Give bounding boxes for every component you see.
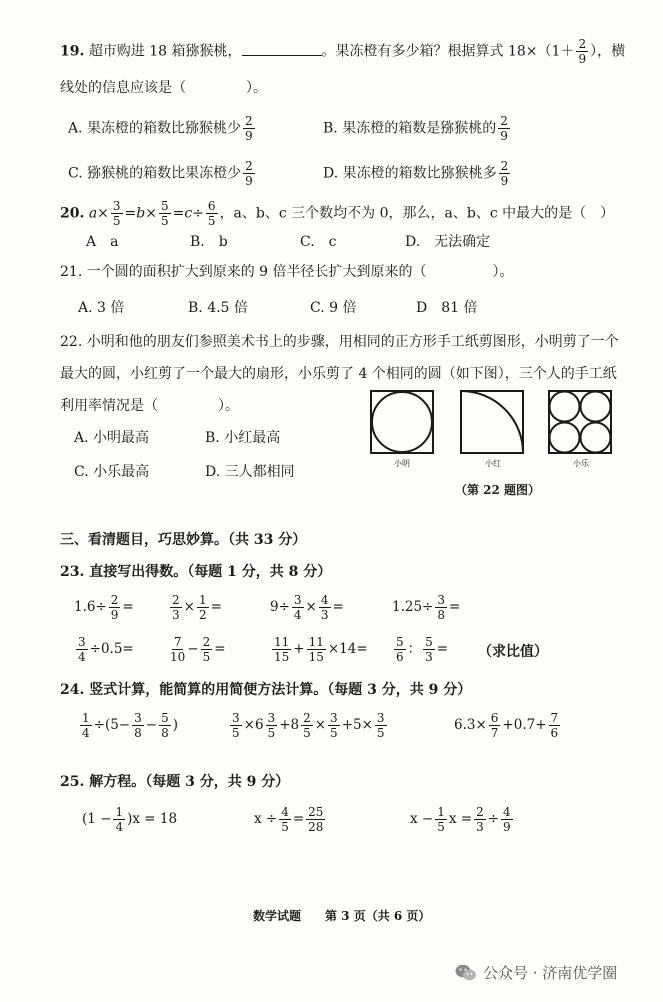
q23-expr-7: $\frac{11}{15}$ + $\frac{11}{15}$ ×14= bbox=[274, 635, 368, 664]
q23-expr-6: $\frac{7}{10}$ − $\frac{2}{5}$ = bbox=[170, 635, 226, 664]
q23-ratio-note: （求比值） bbox=[478, 644, 548, 660]
q20-line: 20. a× $\frac{3}{5}$ =b× $\frac{5}{5}$ =c÷ $\frac{6}{5}$ ，a、b、c 三个数均不为 0，那么，a、b、c 中最大的是（ ） bbox=[60, 199, 615, 228]
q23-expr-3: 9÷ $\frac{3}{4}$ × $\frac{4}{3}$ = bbox=[270, 593, 344, 622]
section3-title: 三、看清题目，巧思妙算。（共 33 分） bbox=[60, 532, 307, 548]
q25-title: 25. 解方程。（每题 3 分，共 9 分） bbox=[60, 774, 290, 790]
q19-line2: 线处的信息应该是（ ）。 bbox=[60, 80, 267, 96]
figure-xiaoming-circle bbox=[370, 390, 440, 460]
q19-option-a: A. 果冻橙的箱数比猕猴桃少 $\frac{2}{9}$ bbox=[68, 114, 253, 143]
q23-expr-5: $\frac{3}{4}$ ÷0.5= bbox=[78, 635, 134, 664]
q19-line1: 19. 超市购进 18 箱猕猴桃， 。果冻橙有多少箱？根据算式 18×（1＋ $\frac{2}{9}$ ），横 bbox=[60, 37, 626, 66]
q19-option-c: C. 猕猴桃的箱数比果冻橙少 $\frac{2}{9}$ bbox=[68, 159, 253, 188]
q25-equation-2: x ÷ $\frac{4}{5}$ = $\frac{25}{28}$ bbox=[254, 805, 324, 834]
page-footer: 数学试题 第 3 页（共 6 页） bbox=[253, 909, 431, 923]
q20-option-b: B. b bbox=[190, 234, 228, 250]
q21-line: 21. 一个圆的面积扩大到原来的 9 倍半径长扩大到原来的（ ）。 bbox=[60, 264, 514, 280]
q25-equation-1: (1 − $\frac{1}{4}$ )x = 18 bbox=[82, 805, 178, 834]
watermark: 公众号 · 济南优学圈 bbox=[455, 962, 617, 983]
q23-title: 23. 直接写出得数。（每题 1 分，共 8 分） bbox=[60, 564, 332, 580]
q22-option-a: A. 小明最高 bbox=[74, 430, 150, 446]
q24-expr-1: $\frac{1}{4}$ ÷(5− $\frac{3}{8}$ − $\frac{5}{8}$ ) bbox=[82, 711, 178, 740]
q23-expr-2: $\frac{2}{3}$ × $\frac{1}{2}$ = bbox=[172, 593, 222, 622]
q22-option-d: D. 三人都相同 bbox=[205, 464, 295, 480]
q20-option-a: A a bbox=[86, 234, 119, 250]
q22-line2: 最大的圆，小红剪了一个最大的扇形，小乐剪了 4 个相同的圆（如下图），三个人的手工纸 bbox=[60, 366, 617, 382]
q24-expr-2: $\frac{3}{5}$ ×6 $\frac{3}{5}$ +8 $\frac{2}{5}$ × $\frac{3}{5}$ +5× $\frac{3}{5}$ bbox=[232, 711, 385, 740]
q19-option-d: D. 果冻橙的箱数比猕猴桃多 $\frac{2}{9}$ bbox=[323, 159, 509, 188]
q23-expr-1: 1.6÷ $\frac{2}{9}$ = bbox=[74, 593, 134, 622]
q21-option-c: C. 9 倍 bbox=[310, 300, 357, 316]
figure-label-xiaohong: 小红 bbox=[485, 459, 501, 468]
q19-blank[interactable] bbox=[242, 55, 322, 56]
q24-title: 24. 竖式计算，能简算的用简便方法计算。（每题 3 分，共 9 分） bbox=[60, 682, 472, 698]
q25-equation-3: x − $\frac{1}{5}$ x = $\frac{2}{3}$ ÷ $\frac{4}{9}$ bbox=[410, 805, 511, 834]
q21-option-d: D 81 倍 bbox=[416, 300, 478, 316]
q22-option-c: C. 小乐最高 bbox=[74, 464, 150, 480]
q23-expr-8: $\frac{5}{6}$ ： $\frac{5}{3}$ = bbox=[396, 635, 449, 664]
figure-xiaohong-sector bbox=[460, 390, 530, 460]
q22-line1: 22. 小明和他的朋友们参照美术书上的步骤，用相同的正方形手工纸剪图形，小明剪了一个 bbox=[60, 334, 619, 350]
q24-expr-3: 6.3× $\frac{6}{7}$ +0.7+ $\frac{7}{6}$ bbox=[454, 711, 559, 740]
q21-option-b: B. 4.5 倍 bbox=[188, 300, 248, 316]
q19-option-b: B. 果冻橙的箱数是猕猴桃的 $\frac{2}{9}$ bbox=[323, 114, 508, 143]
q20-option-d: D. 无法确定 bbox=[405, 234, 491, 250]
q22-line3: 利用率情况是（ ）。 bbox=[60, 398, 239, 414]
q21-option-a: A. 3 倍 bbox=[78, 300, 125, 316]
q23-expr-4: 1.25÷ $\frac{3}{8}$ = bbox=[392, 593, 461, 622]
q22-option-b: B. 小红最高 bbox=[205, 430, 281, 446]
figure-xiaole-four-circles bbox=[548, 390, 618, 460]
wechat-icon bbox=[455, 964, 477, 982]
figure-label-xiaole: 小乐 bbox=[573, 459, 589, 468]
figure-label-xiaoming: 小明 bbox=[394, 459, 410, 468]
q20-option-c: C. c bbox=[300, 234, 337, 250]
figure-caption: （第 22 题图） bbox=[455, 483, 541, 497]
